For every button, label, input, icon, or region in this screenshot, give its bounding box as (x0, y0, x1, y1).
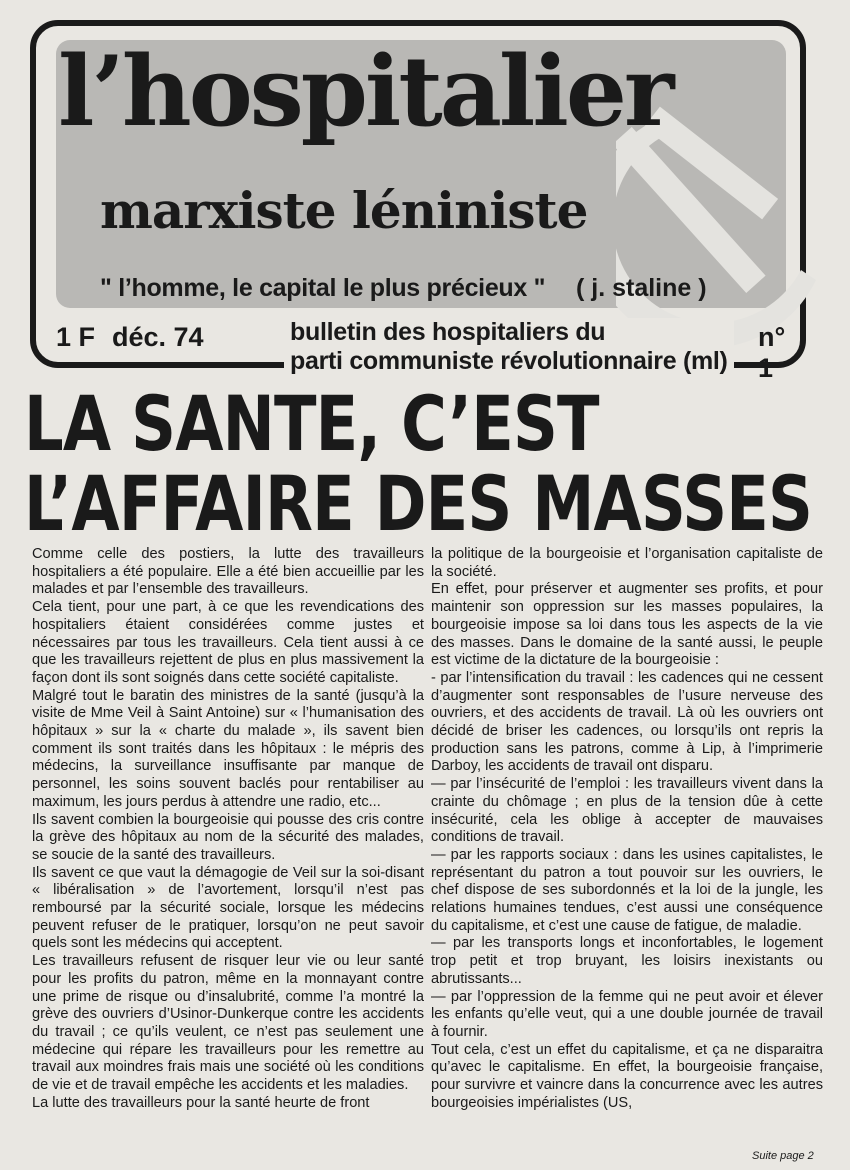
paragraph: Comme celle des postiers, la lutte des travailleurs hospitaliers a été populaire. Elle a été bien accueillie par les malades et par l’ensemble des travailleurs. (32, 546, 424, 598)
bulletin-line (284, 318, 734, 376)
paragraph: La lutte des travailleurs pour la santé heurte de front (32, 1094, 370, 1111)
paragraph: — par les rapports sociaux : dans les usines capitalistes, le représentant du patron a tout pouvoir sur les ouvriers, le chef dispose de ses subordonnés et la loi de la jungle, les relations humaines tendues, c’est aussi une conséquence du capitalisme, et c’est une cause de fatigue, de maladie. (431, 846, 823, 934)
paragraph: — par l’insécurité de l’emploi : les travailleurs vivent dans la crainte du chômage ; en plus de la tension dûe à cette insécurité, cela les oblige à accepter de mauvaises conditions de travail. (431, 776, 823, 846)
paragraph: la politique de la bourgeoisie et l’organisation capitaliste de la société. (431, 546, 823, 580)
article-column-left (32, 546, 424, 1113)
paragraph: — par les transports longs et inconfortables, le logement trop petit et trop bruyant, les loisirs inexistants ou abrutissants... (431, 935, 823, 987)
paragraph: Malgré tout le baratin des ministres de la santé (jusqu’à la visite de Mme Veil à Saint Antoine) sur « l’humanisation des hôpitaux » sur la « charte du malade », ils savent bien comment ils sont traités dans les hôpitaux : le mépris des médecins, la surveillance insuffisante par manque de personnel, les soins souvent baclés pour rentabiliser au maximum, les jours perdus à attendre une radio, etc... (32, 687, 424, 810)
issue-number: n° 1 (758, 322, 786, 383)
paragraph: Ils savent ce que vaut la démagogie de Veil sur la soi-disant « libéralisation » de l’avortement, lorsqu’il n’est pas remboursé par la sécurité sociale, lorsque les médecins peuvent refuser de le pratiquer, lorsqu’on ne peut savoir quels sont les médecins qui acceptent. (32, 864, 424, 952)
quote-author: ( j. staline ) (576, 274, 707, 302)
issue-date: déc. 74 (112, 322, 204, 352)
headline-line-2: L’AFFAIRE DES MASSES (24, 459, 813, 548)
masthead-quote: " l’homme, le capital le plus précieux " (100, 274, 546, 302)
paragraph: Tout cela, c’est un effet du capitalisme, et ça ne disparaitra qu’avec le capitalisme. En effet, la bourgeoisie française, pour survivre et vaincre dans la concurrence avec les autres bourgeoisies impérialistes (US, (431, 1041, 823, 1111)
paragraph: — par l’oppression de la femme qui ne peut avoir et élever les enfants qu’elle veut, qui a une double journée de travail à fournir. (431, 988, 823, 1040)
headline-line-1: LA SANTE, C’EST (24, 379, 599, 468)
paragraph: Les travailleurs refusent de risquer leur vie ou leur santé pour les profits du patron, même en la monnayant contre une prime de risque ou d’insalubrité, comme l’a montré la grève des ouvriers d’Usinor-Dunkerque contre les accidents du travail ; ce qu’ils veulent, ce n’est pas seulement une médecine qui répare les travailleurs pour les remettre au travail aux moindres frais mais une société où les conditions de vie et de travail empêche les accidents et les maladies. (32, 953, 424, 1094)
masthead (30, 20, 806, 383)
masthead-subtitle: marxiste léniniste (100, 181, 588, 240)
headline (24, 379, 813, 548)
issue-price: 1 F (56, 322, 96, 352)
paragraph: Ils savent combien la bourgeoisie qui pousse des cris contre la grève des hôpitaux au nom de la sécurité des malades, se soucie de la santé des travailleurs. (32, 811, 424, 863)
continued-link: Suite page 2 (752, 1150, 814, 1162)
article-column-right (431, 546, 823, 1113)
bulletin-line-2: parti communiste révolutionnaire (ml) (290, 347, 728, 375)
paragraph: Cela tient, pour une part, à ce que les revendications des hospitaliers étaient considérées comme justes et nécessaires par tous les travailleurs. Cela tient aussi à ce que les travailleurs rejettent de plus en plus massivement la façon dont ils sont soignés dans cette société capitaliste. (32, 599, 424, 686)
masthead-title: l’hospitalier (58, 35, 672, 148)
paragraph: - par l’intensification du travail : les cadences qui ne cessent d’augmenter sont responsables de l’usure nerveuse des ouvriers, et des accidents de travail. Là où les ouvriers ont décidé de briser les cadences, ou lorsqu’ils ont repris la production sans les patrons, comme à Lip, à l’imprimerie Darboy, les accidents de travail ont disparu. (431, 669, 823, 775)
paragraph: En effet, pour préserver et augmenter ses profits, et pour maintenir son oppression sur les masses populaires, la bourgeoisie impose sa loi dans tous les aspects de la vie des masses. Dans le domaine de la santé aussi, le peuple est victime de la dictature de la bourgeoisie : (431, 581, 823, 669)
bulletin-line-1: bulletin des hospitaliers du (290, 318, 606, 346)
